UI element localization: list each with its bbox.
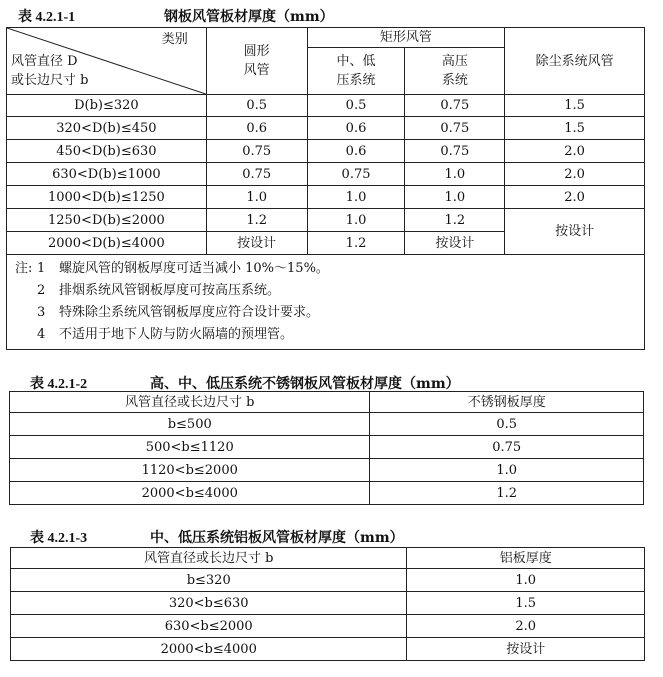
- cell-value: 1.0: [370, 459, 644, 482]
- note-number: 3: [37, 305, 46, 320]
- cell-value: 1.0: [407, 569, 645, 592]
- table1-corner-header: [7, 28, 207, 95]
- cell-value: 1.2: [370, 482, 644, 505]
- cell-value: 2.0: [407, 615, 645, 638]
- cell-dust: 1.5: [505, 117, 645, 140]
- cell-midlow: 0.6: [307, 140, 405, 163]
- table3: [10, 547, 645, 661]
- table2-header-size: 风管直径或长边尺寸 b: [10, 392, 370, 413]
- cell-value: 0.5: [370, 413, 644, 436]
- table-row: [10, 482, 644, 505]
- cell-size: 2000<b≤4000: [10, 482, 370, 505]
- cell-midlow: 1.2: [307, 232, 405, 255]
- table-row: [11, 569, 645, 592]
- cell-size: 1000<D(b)≤1250: [7, 186, 207, 209]
- cell-round: 0.75: [206, 140, 307, 163]
- table3-header-size: 风管直径或长边尺寸 b: [11, 548, 407, 569]
- table-row: [11, 638, 645, 661]
- cell-value: 1.5: [407, 592, 645, 615]
- table2: [9, 391, 644, 505]
- table-row: [7, 117, 645, 140]
- cell-size: 320<b≤630: [11, 592, 407, 615]
- note-item: [15, 302, 644, 324]
- cell-high: 1.2: [405, 209, 505, 232]
- table3-header-row: [11, 548, 645, 569]
- cell-size: 2000<D(b)≤4000: [7, 232, 207, 255]
- cell-size: 1120<b≤2000: [10, 459, 370, 482]
- header-round-text: 圆形风管: [243, 44, 270, 78]
- cell-round: 按设计: [206, 232, 307, 255]
- table1-header-rect: 矩形风管: [307, 28, 505, 48]
- cell-value: 0.75: [370, 436, 644, 459]
- table1-header-high: [405, 48, 505, 95]
- note-text: 特殊除尘系统风管钢板厚度应符合设计要求。: [59, 305, 320, 320]
- header-midlow-text: 中、低压系统: [336, 54, 376, 89]
- cell-round: 0.75: [206, 163, 307, 186]
- table3-title: 中、低压系统铝板风管板材厚度（mm）: [150, 530, 404, 546]
- table-row: [11, 615, 645, 638]
- cell-size: b≤320: [11, 569, 407, 592]
- table1: [6, 27, 645, 350]
- cell-round: 0.5: [206, 95, 307, 117]
- table2-number: 表 4.2.1-2: [30, 377, 88, 392]
- cell-size: 320<D(b)≤450: [7, 117, 207, 140]
- cell-size: 450<D(b)≤630: [7, 140, 207, 163]
- cell-size: b≤500: [10, 413, 370, 436]
- cell-dust: 2.0: [505, 163, 645, 186]
- cell-midlow: 1.0: [307, 186, 405, 209]
- header-high-text: 高压系统: [441, 54, 468, 89]
- note-number: 2: [37, 283, 46, 298]
- note-item: [15, 324, 644, 346]
- cell-dust: 2.0: [505, 140, 645, 163]
- table-row: [10, 436, 644, 459]
- cell-dust: 2.0: [505, 186, 645, 209]
- note-number: 1: [37, 261, 46, 276]
- note-item: [15, 258, 644, 280]
- cell-midlow: 0.75: [307, 163, 405, 186]
- table1-title: 钢板风管板材厚度（mm）: [164, 9, 334, 25]
- table-row: [7, 186, 645, 209]
- cell-midlow: 1.0: [307, 209, 405, 232]
- cell-size: 500<b≤1120: [10, 436, 370, 459]
- cell-dust: 1.5: [505, 95, 645, 117]
- note-text: 螺旋风管的钢板厚度可适当减小 10%～15%。: [59, 261, 329, 276]
- cell-size: 2000<b≤4000: [11, 638, 407, 661]
- cell-high: 1.0: [405, 186, 505, 209]
- notes-prefix: 注:: [15, 261, 33, 276]
- cell-round: 1.2: [206, 209, 307, 232]
- cell-size: 630<D(b)≤1000: [7, 163, 207, 186]
- table1-header-midlow: [307, 48, 405, 95]
- table1-header-round: [206, 28, 307, 95]
- cell-round: 0.6: [206, 117, 307, 140]
- cell-high: 0.75: [405, 140, 505, 163]
- table2-header-row: [10, 392, 644, 413]
- table-row: [7, 140, 645, 163]
- table-row: [7, 163, 645, 186]
- cell-high: 按设计: [405, 232, 505, 255]
- cell-size: 630<b≤2000: [11, 615, 407, 638]
- table-row: [7, 209, 645, 232]
- table1-notes-row: [7, 255, 645, 350]
- note-text: 不适用于地下人防与防火隔墙的预埋管。: [59, 327, 294, 342]
- table2-caption: [30, 373, 460, 393]
- table3-number: 表 4.2.1-3: [30, 531, 88, 546]
- table1-header-rowlabel: [11, 52, 88, 90]
- cell-size: D(b)≤320: [7, 95, 207, 117]
- table2-title: 高、中、低压系统不锈钢板风管板材厚度（mm）: [150, 376, 460, 392]
- table3-header-thickness: 铝板厚度: [407, 548, 645, 569]
- cell-high: 1.0: [405, 163, 505, 186]
- note-text: 排烟系统风管钢板厚度可按高压系统。: [59, 283, 281, 298]
- cell-round: 1.0: [206, 186, 307, 209]
- rowlabel-line2: 或长边尺寸 b: [11, 73, 89, 88]
- note-number: 4: [37, 327, 46, 342]
- cell-dust-merged: 按设计: [505, 209, 645, 255]
- table-row: [7, 95, 645, 117]
- table1-number: 表 4.2.1-1: [18, 10, 76, 25]
- table3-caption: [30, 527, 404, 547]
- rowlabel-line1: 风管直径 D: [11, 54, 78, 69]
- table2-header-thickness: 不锈钢板厚度: [370, 392, 644, 413]
- cell-high: 0.75: [405, 117, 505, 140]
- table1-caption: [18, 6, 334, 26]
- note-item: [15, 280, 644, 302]
- cell-value: 按设计: [407, 638, 645, 661]
- table1-header-category: 类别: [161, 32, 188, 47]
- cell-size: 1250<D(b)≤2000: [7, 209, 207, 232]
- table-row: [10, 459, 644, 482]
- cell-midlow: 0.5: [307, 95, 405, 117]
- table1-header-dust: 除尘系统风管: [505, 28, 645, 95]
- cell-midlow: 0.6: [307, 117, 405, 140]
- cell-high: 0.75: [405, 95, 505, 117]
- table-row: [11, 592, 645, 615]
- table1-notes: [7, 255, 645, 350]
- table-row: [10, 413, 644, 436]
